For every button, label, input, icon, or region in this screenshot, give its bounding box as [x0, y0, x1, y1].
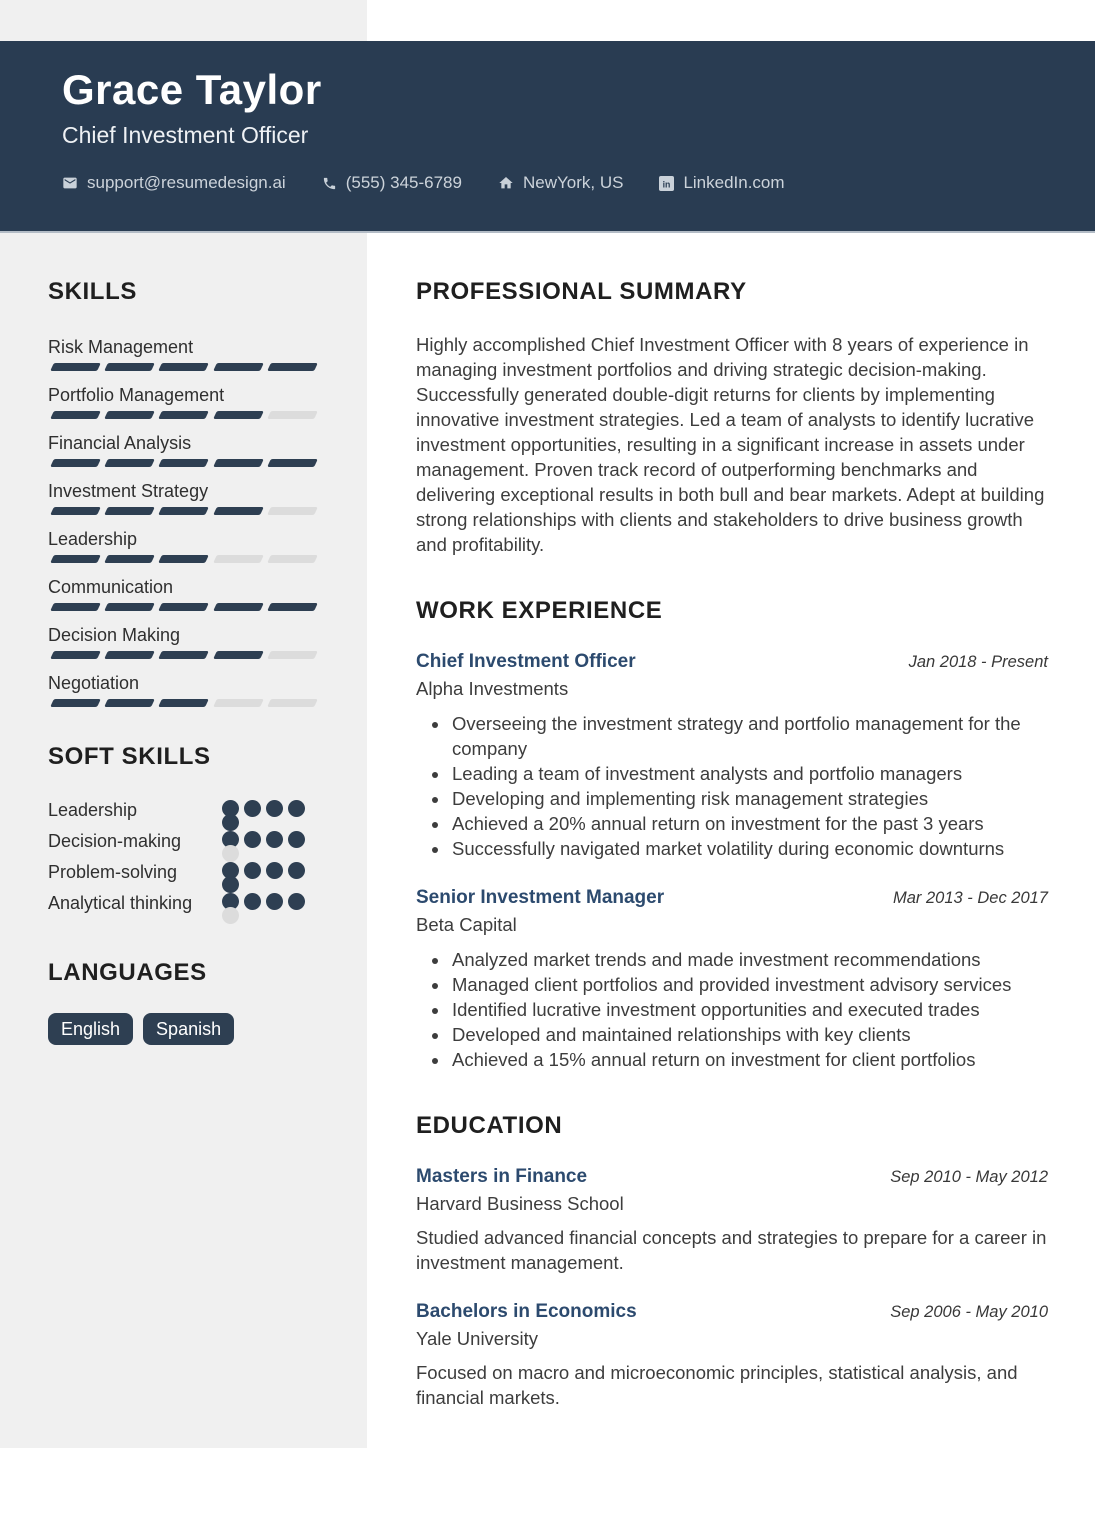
- skill-bar-segment: [104, 507, 155, 515]
- skill-bar-segment: [267, 555, 318, 563]
- rating-dot: [288, 800, 305, 817]
- skill-item: [48, 480, 320, 515]
- languages-heading: LANGUAGES: [48, 959, 207, 986]
- skill-label: Communication: [48, 577, 174, 597]
- svg-text:in: in: [663, 178, 671, 189]
- contact-phone[interactable]: [322, 173, 462, 193]
- skill-label: Leadership: [48, 529, 138, 549]
- language-pill: English: [48, 1013, 133, 1045]
- degree-title: Masters in Finance: [416, 1166, 588, 1187]
- skill-bar-segment: [50, 651, 101, 659]
- rating-dot: [222, 907, 239, 924]
- skill-bar-segment: [104, 651, 155, 659]
- rating-dot: [288, 862, 305, 879]
- skill-bar-segment: [159, 651, 210, 659]
- skill-bar-segment: [213, 651, 264, 659]
- person-name: Grace Taylor: [62, 66, 322, 113]
- resume-header: [0, 41, 1095, 233]
- soft-skill-label: Decision-making: [48, 831, 182, 851]
- skill-bar: [48, 555, 320, 563]
- degree-entry: [416, 1301, 1048, 1410]
- job-dates: Mar 2013 - Dec 2017: [892, 889, 1048, 907]
- skill-bar-segment: [104, 699, 155, 707]
- job-dates: Jan 2018 - Present: [908, 653, 1048, 671]
- job-company: Beta Capital: [416, 914, 517, 935]
- skill-bar-segment: [267, 651, 318, 659]
- skill-item: [48, 432, 320, 467]
- skill-bar-segment: [159, 699, 210, 707]
- skill-bar: [48, 363, 320, 371]
- skill-bar-segment: [267, 507, 318, 515]
- degree-description: Focused on macro and microeconomic principles, statistical analysis, and financial markets.: [416, 1362, 1018, 1408]
- skill-bar-segment: [50, 363, 101, 371]
- contact-location: [498, 173, 623, 193]
- degree-title: Bachelors in Economics: [416, 1301, 637, 1322]
- skill-bar-segment: [159, 507, 210, 515]
- rating-dot: [244, 862, 261, 879]
- job-bullets: [416, 711, 1048, 861]
- soft-skill-dots: [222, 828, 318, 859]
- job-company: Alpha Investments: [416, 678, 569, 699]
- skills-list: [48, 336, 320, 707]
- home-icon: [498, 175, 514, 191]
- language-pill: Spanish: [143, 1013, 234, 1045]
- skill-label: Risk Management: [48, 337, 194, 357]
- skill-bar-segment: [213, 507, 264, 515]
- degree-dates: Sep 2010 - May 2012: [890, 1168, 1048, 1186]
- degree-school: Harvard Business School: [416, 1193, 624, 1214]
- skill-bar-segment: [104, 363, 155, 371]
- rating-dot: [244, 831, 261, 848]
- rating-dot: [288, 893, 305, 910]
- skill-label: Decision Making: [48, 625, 181, 645]
- skill-bar-segment: [50, 699, 101, 707]
- language-pills: [48, 1013, 320, 1045]
- job-entry: [416, 651, 1048, 861]
- skill-bar-segment: [104, 459, 155, 467]
- job-bullet: • Analyzed market trends and made investment recommendations: [450, 947, 1048, 972]
- degree-dates: Sep 2006 - May 2010: [890, 1303, 1048, 1321]
- contact-location-text: NewYork, US: [522, 173, 624, 193]
- soft-skills-list: [48, 797, 320, 921]
- skill-bar: [48, 459, 320, 467]
- soft-skills-heading: SOFT SKILLS: [48, 743, 211, 770]
- degree-description: Studied advanced financial concepts and strategies to prepare for a career in investment management.: [416, 1227, 1047, 1273]
- degree-school: Yale University: [416, 1328, 539, 1349]
- rating-dot: [244, 893, 261, 910]
- skill-bar: [48, 603, 320, 611]
- languages-section: [48, 959, 320, 1045]
- skill-bar: [48, 411, 320, 419]
- degrees-list: [416, 1166, 1048, 1410]
- job-bullet: • Identified lucrative investment opportunities and executed trades: [450, 997, 1048, 1022]
- job-title: Senior Investment Manager: [416, 887, 665, 908]
- rating-dot: [266, 893, 283, 910]
- job-bullet: • Successfully navigated market volatility during economic downturns: [450, 836, 1048, 861]
- skill-bar-segment: [50, 555, 101, 563]
- soft-skill-item: [48, 859, 320, 890]
- phone-icon: [322, 176, 337, 191]
- skill-bar-segment: [159, 555, 210, 563]
- job-entry-header: [416, 887, 1048, 909]
- skill-bar: [48, 651, 320, 659]
- skill-item: [48, 384, 320, 419]
- summary-heading: PROFESSIONAL SUMMARY: [416, 278, 747, 305]
- contact-phone-text: (555) 345-6789: [345, 173, 462, 193]
- skill-bar-segment: [213, 603, 264, 611]
- skill-item: [48, 624, 320, 659]
- job-bullet: • Managed client portfolios and provided investment advisory services: [450, 972, 1048, 997]
- skill-bar-segment: [213, 459, 264, 467]
- soft-skill-item: [48, 890, 320, 921]
- contact-row: [62, 173, 1095, 193]
- contact-linkedin-text: LinkedIn.com: [683, 173, 785, 193]
- contact-email-text: support@resumedesign.ai: [87, 173, 286, 193]
- contact-email[interactable]: [62, 173, 286, 193]
- skill-bar-segment: [267, 411, 318, 419]
- degree-entry-header: [416, 1301, 1048, 1323]
- skill-bar-segment: [267, 459, 318, 467]
- soft-skill-label: Problem-solving: [48, 862, 178, 882]
- skill-label: Investment Strategy: [48, 481, 209, 501]
- degree-entry-header: [416, 1166, 1048, 1188]
- jobs-list: [416, 651, 1048, 1072]
- soft-skills-section: [48, 743, 320, 921]
- job-bullets: [416, 947, 1048, 1072]
- main-column: [416, 278, 1048, 1410]
- skill-bar-segment: [213, 411, 264, 419]
- skill-bar-segment: [213, 363, 264, 371]
- soft-skill-dots: [222, 859, 318, 890]
- email-icon: [62, 175, 78, 191]
- skill-bar-segment: [104, 603, 155, 611]
- skills-heading: SKILLS: [48, 278, 137, 305]
- soft-skill-label: Analytical thinking: [48, 893, 193, 913]
- skill-bar-segment: [267, 363, 318, 371]
- education-heading: EDUCATION: [416, 1112, 563, 1139]
- soft-skill-item: [48, 797, 320, 828]
- job-bullet: • Leading a team of investment analysts and portfolio managers: [450, 761, 1048, 786]
- summary-text: Highly accomplished Chief Investment Officer with 8 years of experience in managing investment portfolios and driving strategic decision-making. Successfully generated double-digit returns for clients by implementing innovative investment strategies. Led a team of analysts to identify lucrative investment opportunities, resulting in a significant increase in assets under management. Proven track record of outperforming benchmarks and delivering exceptional results in both bull and bear markets. Adept at building strong relationships with clients and stakeholders to drive business growth and profitability.: [416, 334, 1045, 555]
- soft-skill-item: [48, 828, 320, 859]
- skill-bar-segment: [159, 459, 210, 467]
- sidebar: [48, 278, 320, 1045]
- job-bullet: • Achieved a 20% annual return on investment for the past 3 years: [450, 811, 1048, 836]
- job-bullet: • Overseeing the investment strategy and portfolio management for the company: [450, 711, 1048, 761]
- skill-bar-segment: [50, 459, 101, 467]
- skill-bar-segment: [213, 699, 264, 707]
- skill-label: Financial Analysis: [48, 433, 192, 453]
- soft-skill-dots: [222, 797, 318, 828]
- skill-bar-segment: [104, 411, 155, 419]
- job-title: Chief Investment Officer: [416, 651, 636, 672]
- skill-item: [48, 576, 320, 611]
- rating-dot: [266, 862, 283, 879]
- skill-bar-segment: [213, 555, 264, 563]
- job-bullet: • Achieved a 15% annual return on investment for client portfolios: [450, 1047, 1048, 1072]
- skill-bar-segment: [267, 699, 318, 707]
- skill-bar: [48, 507, 320, 515]
- experience-heading: WORK EXPERIENCE: [416, 597, 663, 624]
- skill-item: [48, 336, 320, 371]
- job-entry: [416, 887, 1048, 1072]
- skill-bar-segment: [104, 555, 155, 563]
- soft-skill-label: Leadership: [48, 800, 138, 820]
- job-bullet: • Developing and implementing risk management strategies: [450, 786, 1048, 811]
- rating-dot: [288, 831, 305, 848]
- skill-label: Negotiation: [48, 673, 140, 693]
- skill-label: Portfolio Management: [48, 385, 225, 405]
- job-entry-header: [416, 651, 1048, 673]
- job-bullet: • Developed and maintained relationships with key clients: [450, 1022, 1048, 1047]
- skill-bar-segment: [50, 507, 101, 515]
- skill-item: [48, 672, 320, 707]
- rating-dot: [266, 800, 283, 817]
- skill-bar-segment: [159, 603, 210, 611]
- rating-dot: [244, 800, 261, 817]
- person-job-title: Chief Investment Officer: [62, 122, 309, 149]
- soft-skill-dots: [222, 890, 318, 921]
- skill-bar-segment: [50, 411, 101, 419]
- degree-entry: [416, 1166, 1048, 1275]
- skill-bar-segment: [50, 603, 101, 611]
- skill-bar-segment: [159, 411, 210, 419]
- rating-dot: [266, 831, 283, 848]
- skill-item: [48, 528, 320, 563]
- linkedin-icon: [659, 176, 674, 191]
- contact-linkedin[interactable]: [659, 173, 784, 193]
- skill-bar-segment: [267, 603, 318, 611]
- skill-bar: [48, 699, 320, 707]
- skill-bar-segment: [159, 363, 210, 371]
